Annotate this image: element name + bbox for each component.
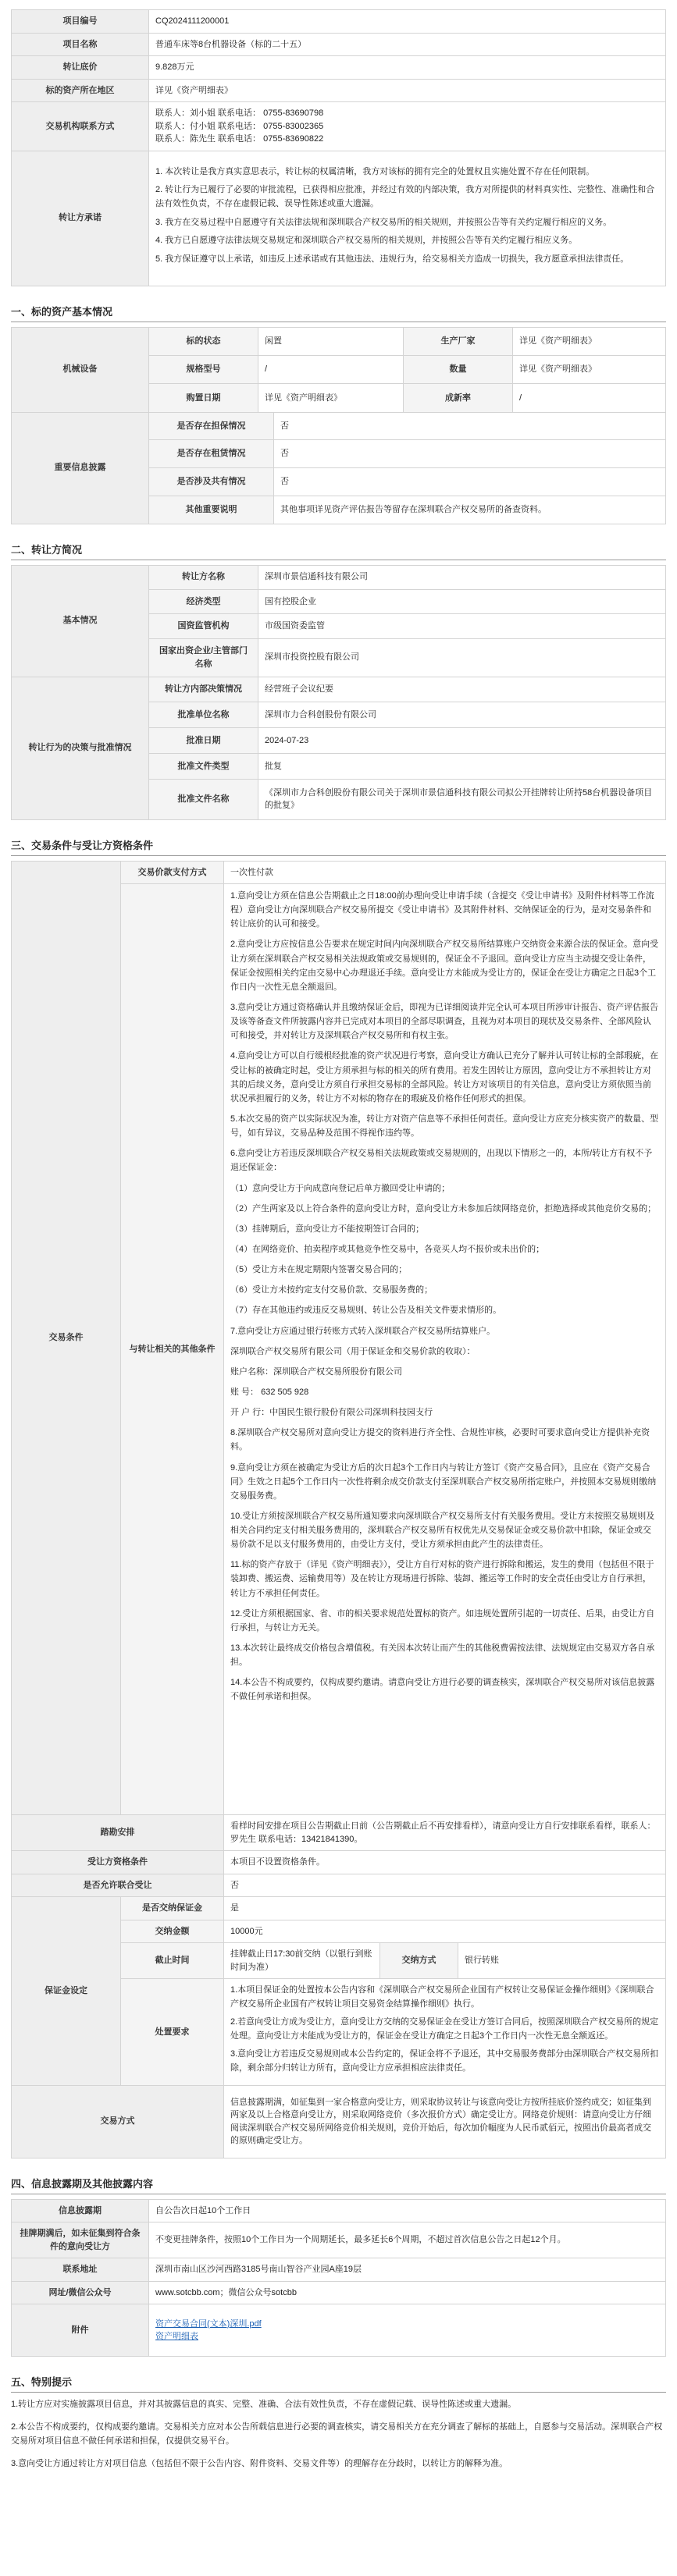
related-item: 1.意向受让方须在信息公告期截止之日18:00前办理向受让申请手续（含提交《受让申请书》及附件材料等工作流程）意向受让方向深圳联合产权交易所提交《受让申请书》及其附件材料、交纳保证金的行为，是对交易条件和转让底价的认可和接受。 — [230, 891, 654, 929]
regulator-label: 国资监管机构 — [149, 614, 258, 638]
section4-title: 四、信息披露期及其他披露内容 — [11, 2176, 666, 2194]
internal-decision-value: 经营班子会议纪要 — [258, 677, 666, 702]
deposit-amount-value: 10000元 — [224, 1920, 666, 1943]
attachment-link[interactable]: 资产明细表 — [155, 2332, 198, 2342]
related-item: 4.意向受让方可以自行缓根经批准的资产状况进行考察，意向受让方确认已充分了解并认可转让标的全部瑕疵，在受让标的被确定时起，受让方须承担与标的相关的所有费用。若发生因转让方原因，意向受让方不承担转让方对其的后续义务，意向受让方须自行承担交易标的全部风险。转让方对该项目的有关信息，意向受让方须依照当前状况承担履行的义务，转让方不对标的物存在的瑕疵及价格作任何形式的担保。 — [230, 1051, 659, 1103]
related-item: （7）存在其他违约或违反交易规则、转让公告及相关文件要求情形的。 — [230, 1306, 502, 1316]
approver-value: 深圳市力合科创股份有限公司 — [258, 702, 666, 728]
handle-item: 3.意向受让方若违反交易规则或本公告约定的，保证金将不予退还，其中交易服务费部分由深圳联合产权交易所扣除，剩余部分归转让方所有，意向受让方应承担相应法律责任。 — [230, 2049, 659, 2073]
asset-status-value: 闲置 — [258, 327, 404, 355]
deposit-deadline-value: 挂牌截止日17:30前交纳（以银行到账时间为准） — [224, 1943, 380, 1979]
qual-label: 受让方资格条件 — [12, 1851, 224, 1874]
newness-label: 成新率 — [404, 384, 513, 412]
asset-table — [11, 327, 666, 413]
investor-label: 国家出资企业/主管部门名称 — [149, 638, 258, 677]
related-item: 开 户 行：中国民生银行股份有限公司深圳科技园支行 — [230, 1408, 433, 1418]
commit-label: 转让方承诺 — [12, 151, 149, 286]
payment-value: 一次性付款 — [224, 861, 666, 884]
trade-method-value: 信息披露期满，如征集到一家合格意向受让方，则采取协议转让与该意向受让方按所挂底价签约成交；如征集到两家及以上合格意向受让方，则采取网络竞价（多次报价方式）确定受让方。网络竞价规则：请意向受让方仔细阅读深圳联合产权交易所网络竞价相关规则，竞价开始后，每次加价幅度为人民币贰佰元，按照出价最高者成交的原则确定受让方。 — [224, 2085, 666, 2158]
note-item: 3.意向受让方通过转让方对项目信息（包括但不限于公告内容、附件资料、交易文件等）的理解存在分歧时，以转让方的解释为准。 — [11, 2459, 508, 2469]
trade-table — [11, 861, 666, 1898]
asset-status-label: 标的状态 — [149, 327, 258, 355]
related-item: （6）受让方未按约定支付交易价款、交易服务费的； — [230, 1285, 433, 1295]
deposit-row — [12, 1897, 666, 1920]
due-value: 看样时间安排在项目公告期截止日前（公告期截止后不再安排看样），请意向受让方自行安排联系看样，联系人：罗先生 联系电话：13421841390。 — [224, 1815, 666, 1851]
related-item: 账 号： 632 505 928 — [230, 1387, 309, 1397]
purchase-date-value: 详见《资产明细表》 — [258, 384, 404, 412]
manufacturer-label: 生产厂家 — [404, 327, 513, 355]
related-item: 深圳联合产权交易所有限公司（用于保证金和交易价款的收取）： — [230, 1346, 476, 1356]
joint-label: 是否允许联合受让 — [12, 1874, 224, 1897]
deposit-need-label: 是否交纳保证金 — [121, 1897, 224, 1920]
investor-value: 深圳市投资控股有限公司 — [258, 638, 666, 677]
deposit-table — [11, 1896, 666, 2159]
due-label: 踏勘安排 — [12, 1815, 224, 1851]
extend-value: 不变更挂牌条件，按照10个工作日为一个周期延长，最多延长6个周期，不超过首次信息公告之日起12个月。 — [149, 2222, 666, 2258]
related-item: 13.本次转让最终成交价格包含增值税。有关因本次转让而产生的其他税费需按法律、法规规定由交易双方各自承担。 — [230, 1643, 655, 1668]
deposit-need-value: 是 — [224, 1897, 666, 1920]
economy-type-value: 国有控股企业 — [258, 589, 666, 613]
approve-date-value: 2024-07-23 — [258, 728, 666, 754]
row-price — [12, 56, 666, 80]
commit-item: 3. 我方在交易过程中自愿遵守有关法律法规和深圳联合产权交易所的相关规则，并按照公告等有关约定履行相应的义务。 — [155, 217, 612, 227]
row-commitments — [12, 151, 666, 286]
related-item: 14.本公告不构成要约，仅构成要约邀请。请意向受让方进行必要的调查核实，深圳联合产权交易所对该信息披露不做任何承诺和担保。 — [230, 1678, 655, 1702]
related-item: （1）意向受让方于向成意向登记后单方撤回受让申请的； — [230, 1183, 451, 1193]
contacts-value — [149, 102, 666, 151]
related-value — [224, 884, 666, 1815]
payment-label: 交易价款支付方式 — [121, 861, 224, 884]
period-label: 信息披露期 — [12, 2199, 149, 2222]
project-no-label: 项目编号 — [12, 10, 149, 34]
due-row — [12, 1815, 666, 1851]
deposit-amount-label: 交纳金额 — [121, 1920, 224, 1943]
deposit-method-label: 交纳方式 — [380, 1943, 458, 1979]
project-name-value: 普通车床等8台机器设备（标的二十五） — [149, 33, 666, 56]
address-label: 联系地址 — [12, 2258, 149, 2282]
manufacturer-value: 详见《资产明细表》 — [513, 327, 666, 355]
deposit-handle-label: 处置要求 — [121, 1979, 224, 2086]
guarantee-label: 是否存在担保情况 — [149, 412, 274, 440]
attach-value — [149, 2304, 666, 2357]
guarantee-value: 否 — [274, 412, 666, 440]
other-notes-label: 其他重要说明 — [149, 496, 274, 524]
decision-row — [12, 677, 666, 702]
doc-name-value: 《深圳市力合科创股份有限公司关于深圳市景信通科技有限公司拟公开挂牌转让所持58台机器设备项目的批复》 — [258, 780, 666, 819]
address-row — [12, 2258, 666, 2282]
disclosure-row — [12, 412, 666, 440]
trade-label: 交易条件 — [12, 861, 121, 1815]
contacts-label: 交易机构联系方式 — [12, 102, 149, 151]
other-notes-value: 其他事项详见资产评估报告等留存在深圳联合产权交易所的备查资料。 — [274, 496, 666, 524]
lease-value: 否 — [274, 440, 666, 468]
section5-title: 五、特别提示 — [11, 2374, 666, 2393]
deposit-method-value: 银行转账 — [458, 1943, 666, 1979]
related-label: 与转让相关的其他条件 — [121, 884, 224, 1815]
approve-date-label: 批准日期 — [149, 728, 258, 754]
related-item: 9.意向受让方须在被确定为受让方后的次日起3个工作日内与转让方签订《资产交易合同》，且应在《资产交易合同》生效之日起5个工作日内一次性将剩余成交价款支付至深圳联合产权交易所指定账户，并按照本交易规则缴纳交易服务费。 — [230, 1462, 657, 1501]
disclosure-table — [11, 412, 666, 524]
note-item: 1.转让方应对实施披露项目信息，并对其披露信息的真实、完整、准确、合法有效性负责，不存在虚假记载、误导性陈述或重大遗漏。 — [11, 2400, 517, 2410]
contact-line: 联系人：刘小姐 联系电话： 0755-83690798 — [155, 108, 324, 118]
period-row — [12, 2199, 666, 2222]
economy-type-label: 经济类型 — [149, 589, 258, 613]
doc-name-label: 批准文件名称 — [149, 780, 258, 819]
asset-location-value: 详见《资产明细表》 — [149, 79, 666, 102]
disclosure-label: 重要信息披露 — [12, 412, 149, 524]
co-own-label: 是否涉及共有情况 — [149, 468, 274, 496]
qual-value: 本项目不设置资格条件。 — [224, 1851, 666, 1874]
related-item: 7.意向受让方应通过银行转账方式转入深圳联合产权交易所结算账户。 — [230, 1326, 496, 1336]
contact-line: 联系人：陈先生 联系电话： 0755-83690822 — [155, 134, 324, 144]
qual-row — [12, 1851, 666, 1874]
note-item: 2.本公告不构成要约，仅构成要约邀请。交易相关方应对本公告所载信息进行必要的调查核实，请交易相关方在充分调查了解标的基础上，自愿参与交易活动。深圳联合产权交易所对项目信息不做任何承诺和担保，仅提供交易平台。 — [11, 2421, 663, 2446]
trade-row — [12, 861, 666, 884]
period-value: 自公告次日起10个工作日 — [149, 2199, 666, 2222]
related-item: 11.标的资产存放于（详见《资产明细表》），受让方自行对标的资产进行拆除和搬运，发生的费用（包括但不限于装卸费、搬运费、运输费用等）及在转让方现场进行拆除、装卸、搬运等工作时的安全责任由受让方自行承担，转让方不承担任何责任。 — [230, 1560, 654, 1598]
section1-title: 一、标的资产基本情况 — [11, 304, 666, 322]
project-no-value: CQ2024111200001 — [149, 10, 666, 34]
disclosure-info-table — [11, 2199, 666, 2357]
decision-label: 转让行为的决策与批准情况 — [12, 677, 149, 819]
lease-label: 是否存在租赁情况 — [149, 440, 274, 468]
address-value: 深圳市南山区沙河西路3185号南山智谷产业园A座19层 — [149, 2258, 666, 2282]
commit-item: 4. 我方已自愿遵守法律法规交易规定和深圳联合产权交易所的相关规则，并按照公告等有关约定履行相应义务。 — [155, 236, 578, 246]
quantity-label: 数量 — [404, 355, 513, 383]
special-notes — [11, 2397, 666, 2471]
related-item: 2.意向受让方应按信息公告要求在规定时间内向深圳联合产权交易所结算账户交纳资金来源合法的保证金。意向受让方须在深圳联合产权交易相关法规政策或交易规则的，保证金不予退回。意向受让方应当主动提交受让条件，保证金按照相关约定由交易中心办理退还手续。意向受让方未能成为受让方的，保证金在受让方确定之日起3个工作日内一次性无息全额退回。 — [230, 940, 659, 992]
related-item: 5.本次交易的资产以实际状况为准，转让方对资产信息等不承担任何责任。意向受让方应充分核实资产的数量、型号，如有异议，交易品种及范围不得视作违约等。 — [230, 1114, 659, 1139]
related-item: （4）在网络竞价、拍卖程序或其他竞争性交易中，各竞买人均不报价或未出价的； — [230, 1244, 545, 1254]
project-name-label: 项目名称 — [12, 33, 149, 56]
header-table — [11, 9, 666, 286]
deposit-deadline-label: 截止时间 — [121, 1943, 224, 1979]
deposit-label: 保证金设定 — [12, 1897, 121, 2086]
commit-item: 1. 本次转让是我方真实意思表示，转让标的权属清晰，我方对该标的拥有完全的处置权且实施处置不存在任何限制。 — [155, 166, 595, 176]
transferor-name-label: 转让方名称 — [149, 565, 258, 589]
model-label: 规格型号 — [149, 355, 258, 383]
row-contacts — [12, 102, 666, 151]
asset-location-label: 标的资产所在地区 — [12, 79, 149, 102]
co-own-value: 否 — [274, 468, 666, 496]
attach-row — [12, 2304, 666, 2357]
basic-label: 基本情况 — [12, 565, 149, 677]
price-label: 转让底价 — [12, 56, 149, 80]
trade-method-row — [12, 2085, 666, 2158]
section3-title: 三、交易条件与受让方资格条件 — [11, 837, 666, 856]
related-item: （2）产生两家及以上符合条件的意向受让方时，意向受让方未参加后续网络竞价，拒绝选择或其他竞价交易的； — [230, 1203, 657, 1213]
row-project-no — [12, 10, 666, 34]
website-label: 网址/微信公众号 — [12, 2281, 149, 2304]
commit-item: 5. 我方保证遵守以上承诺，如违反上述承诺或有其他违法、违规行为，给交易相关方造成一切损失，我方愿意承担法律责任。 — [155, 254, 629, 264]
newness-value: / — [513, 384, 666, 412]
regulator-value: 市级国资委监管 — [258, 614, 666, 638]
commit-value — [149, 151, 666, 286]
related-item: （3）挂牌期后，意向受让方不能按期签订合同的； — [230, 1224, 425, 1234]
extend-label: 挂牌期满后，如未征集到符合条件的意向受让方 — [12, 2222, 149, 2258]
related-item: 10.受让方须按深圳联合产权交易所通知要求向深圳联合产权交易所支付有关服务费用。受让方未按照交易规则及相关合同约定支付相关服务费用的，深圳联合产权交易所有权优先从交易保证金或交易价款中扣除，保证金或交易价款不足以支付服务费用的，由受让方支付，受让方须承担由此产生的法律责任。 — [230, 1511, 655, 1550]
related-item: 6.意向受让方若违反深圳联合产权交易相关法规政策或交易规则的，出现以下情形之一的，本所/转让方有权不予退还保证金： — [230, 1149, 653, 1173]
doc-type-value: 批复 — [258, 754, 666, 780]
contact-line: 联系人：付小姐 联系电话： 0755-83002365 — [155, 121, 324, 131]
related-item: 8.深圳联合产权交易所对意向受让方提交的资料进行齐全性、合规性审核，必要时可要求意向受让方提供补充资料。 — [230, 1428, 650, 1452]
handle-item: 1.本项目保证金的处置按本公告内容和《深圳联合产权交易所企业国有产权转让交易保证金操作细则》《深圳联合产权交易所企业国有产权转让项目交易资金结算操作细则》执行。 — [230, 1985, 654, 2009]
quantity-value: 详见《资产明细表》 — [513, 355, 666, 383]
related-item: 账户名称：深圳联合产权交易所股份有限公司 — [230, 1366, 402, 1377]
doc-type-label: 批准文件类型 — [149, 754, 258, 780]
website-row — [12, 2281, 666, 2304]
asset-row — [12, 327, 666, 355]
transferor-name-value: 深圳市景信通科技有限公司 — [258, 565, 666, 589]
related-item: 3.意向受让方通过资格确认并且缴纳保证金后，即视为已详细阅读并完全认可本项目所涉审计报告、资产评估报告及该等备查文件所披露内容并已完成对本项目的全部尽职调查，且视为对本项目的现状及交易条件、全部风险认可和接受，并对转让方及深圳联合产权交易所和有权主张。 — [230, 1002, 659, 1041]
internal-decision-label: 转让方内部决策情况 — [149, 677, 258, 702]
handle-item: 2.若意向受让方成为受让方，意向受让方交纳的交易保证金在受让方签订合同后，按照深圳联合产权交易所的规定处理。意向受让方未能成为受让方的，保证金在受让方确定之日起3个工作日内一次性无息全额返还。 — [230, 2017, 659, 2041]
purchase-date-label: 购置日期 — [149, 384, 258, 412]
related-item: （5）受让方未在规定期限内签署交易合同的； — [230, 1265, 408, 1275]
joint-row — [12, 1874, 666, 1897]
transferor-table — [11, 565, 666, 820]
trade-method-label: 交易方式 — [12, 2085, 224, 2158]
model-value: / — [258, 355, 404, 383]
row-project-name — [12, 33, 666, 56]
machine-label: 机械设备 — [12, 327, 149, 412]
section2-title: 二、转让方简况 — [11, 542, 666, 560]
commit-item: 2. 转让行为已履行了必要的审批流程，已获得相应批准，并经过有效的内部决策，我方对所提供的材料真实性、完整性、准确性和合法有效性负责，不存在虚假记载、误导性陈述或重大遗漏。 — [155, 185, 655, 208]
price-value: 9.828万元 — [149, 56, 666, 80]
joint-value: 否 — [224, 1874, 666, 1897]
related-item: 12.受让方须根据国家、省、市的相关要求规范处置标的资产。如违规处置所引起的一切责任、后果，由受让方自行承担，与转让方无关。 — [230, 1608, 655, 1633]
deposit-handle-value — [224, 1979, 666, 2086]
row-asset-location — [12, 79, 666, 102]
extend-row — [12, 2222, 666, 2258]
attach-label: 附件 — [12, 2304, 149, 2357]
transferor-row — [12, 565, 666, 589]
approver-label: 批准单位名称 — [149, 702, 258, 728]
website-value: www.sotcbb.com；微信公众号sotcbb — [149, 2281, 666, 2304]
attachment-link[interactable]: 资产交易合同(文本)深圳.pdf — [155, 2318, 262, 2329]
